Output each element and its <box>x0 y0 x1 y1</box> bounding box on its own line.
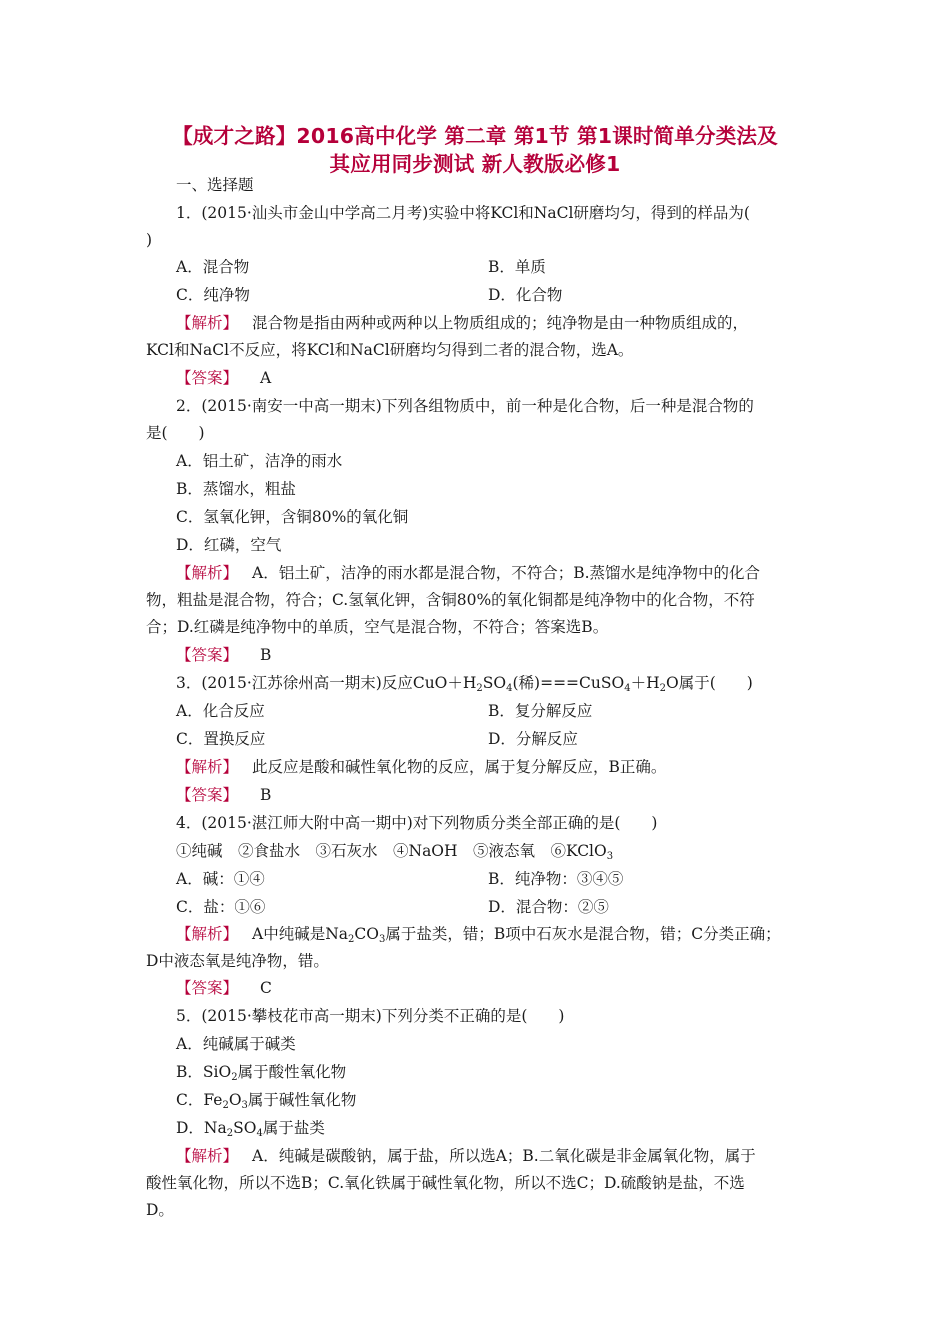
doc-title-line-2: 其应用同步测试 新人教版必修1 <box>329 152 621 176</box>
answer-tag: 【答案】 <box>176 646 239 664</box>
q5-option-d: D．$Na_2SO_4$属于盐类 <box>176 1119 325 1139</box>
q4-analysis: 【解析】 A中纯碱是$Na_2CO_3$属于盐类，错；B项中石灰水是混合物，错；C分类正确； <box>176 925 781 945</box>
q3-option-c: C．置换反应 <box>176 730 266 748</box>
q3-analysis-text: 此反应是酸和碱性氧化物的反应，属于复分解反应，B正确。 <box>252 758 667 776</box>
q2-option-a: A．铝土矿，洁净的雨水 <box>176 452 343 470</box>
answer-tag: 【答案】 <box>176 786 239 804</box>
q4-stem: 4．(2015·湛江师大附中高一期中)对下列物质分类全部正确的是( ) <box>176 814 658 832</box>
q3-analysis <box>176 756 666 778</box>
q2-stem: 2．(2015·南安一中高一期末)下列各组物质中，前一种是化合物，后一种是混合物的 <box>176 397 754 415</box>
q2-analysis-text: A．铝土矿，洁净的雨水都是混合物，不符合；B.蒸馏水是纯净物中的化合 <box>252 564 761 582</box>
q1-stem: 1．(2015·汕头市金山中学高二月考)实验中将KCl和NaCl研磨均匀，得到的样品为( <box>176 204 750 222</box>
q1-analysis-text: 混合物是指由两种或两种以上物质组成的；纯净物是由一种物质组成的， <box>252 314 749 332</box>
q5-analysis <box>176 1145 756 1167</box>
analysis-tag: 【解析】 <box>176 314 239 332</box>
q1-answer <box>176 367 271 389</box>
q2-option-c: C．氢氧化钾，含铜80%的氧化铜 <box>176 508 409 526</box>
q4-items: ①纯碱 ②食盐水 ③石灰水 ④NaOH ⑤液态氧 ⑥KClO$_3$ <box>176 842 614 862</box>
q2-analysis-cont-2: 合；D.红磷是纯净物中的单质，空气是混合物，不符合；答案选B。 <box>146 618 609 636</box>
answer-tag: 【答案】 <box>176 369 239 387</box>
q1-analysis <box>176 312 748 334</box>
q3-answer-value: B <box>260 786 272 804</box>
q1-option-c: C．纯净物 <box>176 286 250 304</box>
q5-analysis-cont-1: 酸性氧化物，所以不选B；C.氧化铁属于碱性氧化物，所以不选C；D.硫酸钠是盐，不选 <box>146 1174 745 1192</box>
q2-answer-value: B <box>260 646 272 664</box>
q3-stem: 3．(2015·江苏徐州高一期末)反应$CuO+H_2SO_4$(稀)$===CuSO_4+H_2O$属于( ) <box>176 674 753 694</box>
q4-analysis-cont: D中液态氧是纯净物，错。 <box>146 952 329 970</box>
analysis-tag: 【解析】 <box>176 1147 239 1165</box>
q1-analysis-cont: KCl和NaCl不反应，将KCl和NaCl研磨均匀得到二者的混合物，选A。 <box>146 341 634 359</box>
q2-answer <box>176 644 271 666</box>
q2-stem-cont: 是( ) <box>146 424 205 442</box>
q3-option-d: D．分解反应 <box>488 730 578 748</box>
section-heading: 一、选择题 <box>176 176 254 194</box>
q5-analysis-cont-2: D。 <box>146 1201 174 1219</box>
q5-analysis-text: A．纯碱是碳酸钠，属于盐，所以选A；B.二氧化碳是非金属氧化物，属于 <box>252 1147 756 1165</box>
q1-answer-value: A <box>260 369 272 387</box>
q3-option-b: B．复分解反应 <box>488 702 593 720</box>
q1-option-d: D．化合物 <box>488 286 563 304</box>
q4-option-a: A．碱：①④ <box>176 870 265 888</box>
q2-analysis <box>176 562 760 584</box>
answer-tag: 【答案】 <box>176 979 239 997</box>
q2-option-b: B．蒸馏水，粗盐 <box>176 480 296 498</box>
q4-option-c: C．盐：①⑥ <box>176 898 266 916</box>
analysis-tag: 【解析】 <box>176 758 239 776</box>
q5-option-c: C．$Fe_2O_3$属于碱性氧化物 <box>176 1091 357 1111</box>
q5-stem: 5．(2015·攀枝花市高一期末)下列分类不正确的是( ) <box>176 1007 565 1025</box>
q1-option-b: B．单质 <box>488 258 546 276</box>
analysis-tag: 【解析】 <box>176 564 239 582</box>
q4-option-d: D．混合物：②⑤ <box>488 898 609 916</box>
q2-option-d: D．红磷，空气 <box>176 536 282 554</box>
q5-option-a: A．纯碱属于碱类 <box>176 1035 296 1053</box>
q2-analysis-cont-1: 物，粗盐是混合物，符合；C.氢氧化钾，含铜80%的氧化铜都是纯净物中的化合物，不符 <box>146 591 755 609</box>
q3-option-a: A．化合反应 <box>176 702 265 720</box>
q4-option-b: B．纯净物：③④⑤ <box>488 870 624 888</box>
q1-stem-cont: ) <box>146 231 153 249</box>
analysis-tag: 【解析】 <box>176 925 239 943</box>
q4-answer <box>176 977 272 999</box>
q3-answer <box>176 784 271 806</box>
q4-answer-value: C <box>260 979 272 997</box>
q1-option-a: A．混合物 <box>176 258 250 276</box>
q5-option-b: B．SiO$_2$属于酸性氧化物 <box>176 1063 347 1083</box>
doc-title-line-1: 【成才之路】2016高中化学 第二章 第1节 第1课时简单分类法及 <box>172 124 778 148</box>
